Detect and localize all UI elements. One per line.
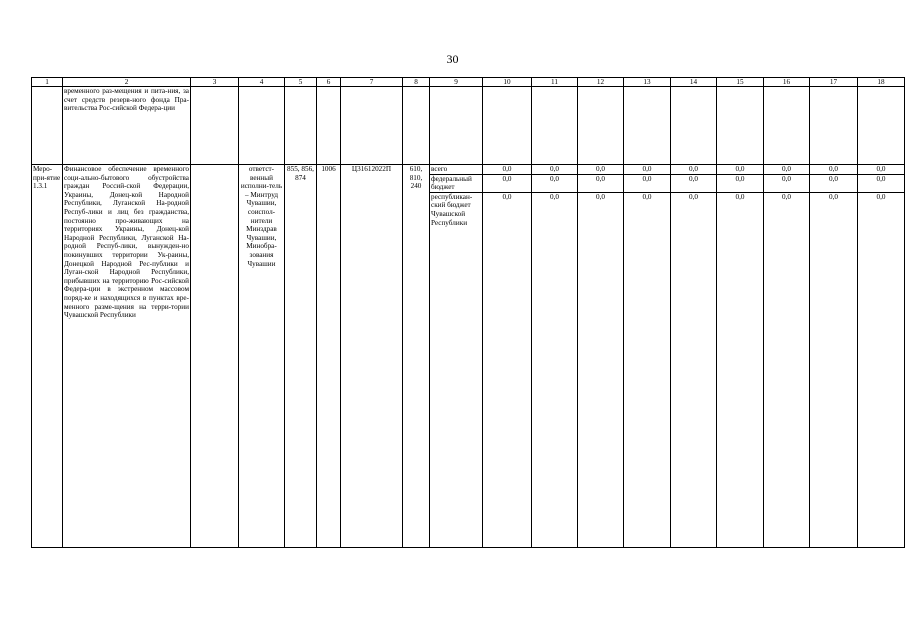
column-header: 15	[717, 78, 764, 87]
column-header: 17	[810, 78, 858, 87]
column-header: 1	[32, 78, 63, 87]
value-cell: 0,0	[483, 174, 532, 192]
value-cell: 0,0	[624, 165, 671, 175]
grbs-codes: 855, 856, 874	[285, 165, 317, 548]
value-cell: 0,0	[483, 192, 532, 547]
value-cell: 0,0	[810, 165, 858, 175]
column-header: 7	[341, 78, 403, 87]
column-header: 16	[764, 78, 810, 87]
source-label-republic: республикан-ский бюджет Чувашской Республики	[430, 192, 483, 547]
header-row	[32, 78, 905, 87]
continuation-row	[32, 87, 905, 165]
column-header: 5	[285, 78, 317, 87]
value-cell: 0,0	[624, 192, 671, 547]
column-header: 9	[430, 78, 483, 87]
measure-number: Меро-при-ятие 1.3.1	[32, 165, 63, 548]
value-cell: 0,0	[578, 192, 624, 547]
column-header: 10	[483, 78, 532, 87]
page-number: 30	[446, 52, 459, 66]
value-cell: 0,0	[483, 165, 532, 175]
value-cell: 0,0	[858, 165, 905, 175]
table-row	[32, 165, 905, 175]
source-label-total: всего	[430, 165, 483, 175]
value-cell: 0,0	[578, 165, 624, 175]
value-cell: 0,0	[671, 192, 717, 547]
column-header: 8	[403, 78, 430, 87]
value-cell: 0,0	[858, 192, 905, 547]
column-header: 14	[671, 78, 717, 87]
responsible-executor: ответст-венный исполни-тель – Минтруд Чувашии, соиспол-нители Минздрав Чувашии, Минобра-зования Чувашии	[239, 165, 285, 548]
continuation-text: временного раз-мещения и пита-ния, за счет средств резерв-ного фонда Пра-вительства Рос-сийской Федера-ции	[63, 87, 191, 165]
column-header: 13	[624, 78, 671, 87]
column-header: 2	[63, 78, 191, 87]
value-cell: 0,0	[717, 165, 764, 175]
value-cell: 0,0	[671, 174, 717, 192]
value-cell: 0,0	[671, 165, 717, 175]
column-header: 4	[239, 78, 285, 87]
value-cell: 0,0	[532, 192, 578, 547]
column-header: 6	[317, 78, 341, 87]
measure-description: Финансовое обеспечение временного соци-ально-бытового обустройства граждан Россий-ской Федерации, Украины, Донец-кой Народной Республики, Луганской На-родной Респуб-лики и лиц без гражданства, постоянно про-живающих на территориях Украины, Донец-кой Народной Республики, Луганской На-родной Респуб-лики, вынужден-но покинувших территории Ук-раины, Донецкой Народной Рес-публики и Луган-ской Народной Республики, прибывших на территорию Рос-сийской Федера-ции в экстренном массовом поряд-ке и находящихся в пунктах вре-менного разме-щения на терри-тории Чувашской Республики	[63, 165, 191, 548]
value-cell: 0,0	[532, 165, 578, 175]
value-cell: 0,0	[764, 174, 810, 192]
source-label-federal: федеральный бюджет	[430, 174, 483, 192]
measure-col3	[191, 165, 239, 548]
budget-table	[31, 77, 905, 548]
value-cell: 0,0	[858, 174, 905, 192]
value-cell: 0,0	[810, 174, 858, 192]
column-header: 18	[858, 78, 905, 87]
value-cell: 0,0	[810, 192, 858, 547]
value-cell: 0,0	[532, 174, 578, 192]
section-code: 1006	[317, 165, 341, 548]
expense-type-codes: 610, 810, 240	[403, 165, 430, 548]
column-header: 11	[532, 78, 578, 87]
column-header: 12	[578, 78, 624, 87]
value-cell: 0,0	[717, 174, 764, 192]
value-cell: 0,0	[624, 174, 671, 192]
column-header: 3	[191, 78, 239, 87]
value-cell: 0,0	[764, 192, 810, 547]
value-cell: 0,0	[764, 165, 810, 175]
target-article-code: Ц31612022П	[341, 165, 403, 548]
value-cell: 0,0	[578, 174, 624, 192]
value-cell: 0,0	[717, 192, 764, 547]
